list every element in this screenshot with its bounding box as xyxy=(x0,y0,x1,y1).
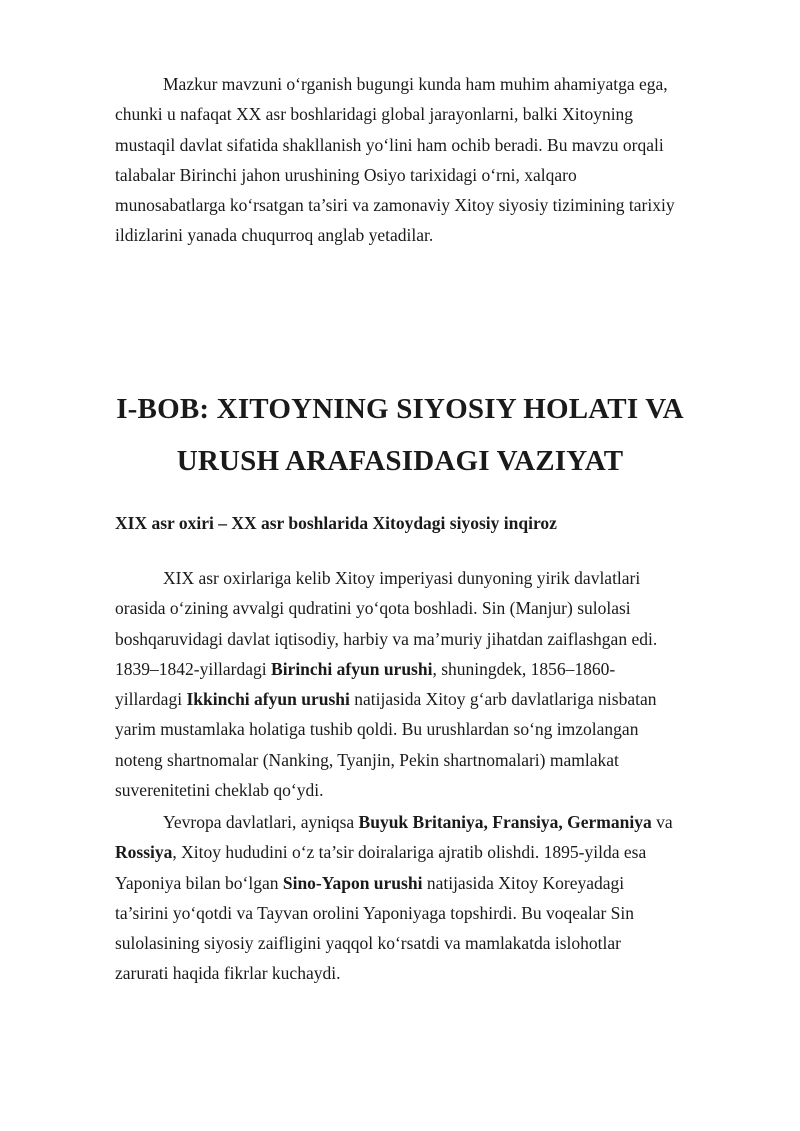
text-run: natijasida Xitoy Koreyadagi ta’sirini yo‘qotdi va Tayvan orolini Yaponiyaga topshirdi. Bu voqealar Sin sulolasining siyosiy zaifligini yaqqol ko‘rsatdi va mamlakatda islohotlar zarurati haqida fikrlar kuchaydi. xyxy=(115,872,635,984)
section-paragraph-1 xyxy=(115,563,675,805)
bold-term-russia: Rossiya xyxy=(115,842,173,863)
chapter-title xyxy=(60,383,740,487)
section-title: XIX asr oxiri – XX asr boshlarida Xitoydagi siyosiy inqiroz xyxy=(115,513,557,533)
text-run: Yevropa davlatlari, ayniqsa xyxy=(163,812,359,832)
text-run: XIX asr oxirlariga kelib Xitoy imperiyasi dunyoning yirik davlatlari orasida o‘zining avvalgi qudratini yo‘qota boshladi. Sin (Manjur) sulolasi boshqaruvidagi davlat iqtisodiy, harbiy va ma’muriy jihatdan zaiflashgan edi. 1839–1842-yillardagi xyxy=(115,568,658,679)
chapter-title-line-2: URUSH ARAFASIDAGI VAZIYAT xyxy=(176,445,624,477)
chapter-title-line-1: I-BOB: XITOYNING SIYOSIY HOLATI VA xyxy=(116,393,684,425)
text-run: va xyxy=(651,812,673,832)
text-run: natijasida Xitoy g‘arb davlatlariga nisbatan yarim mustamlaka holatiga tushib qoldi. Bu urushlardan so‘ng imzolangan noteng shartnomalar (Nanking, Tyanjin, Pekin shartnomalari) mamlakat suverenitetini cheklab qo‘ydi. xyxy=(115,689,657,801)
bold-term-first-opium-war: Birinchi afyun urushi xyxy=(271,658,433,679)
bold-term-sino-japanese-war: Sino-Yapon urushi xyxy=(282,872,423,893)
text-run: , shuningdek, 1856–1860-yillardagi xyxy=(115,658,616,710)
section-paragraph-2 xyxy=(115,807,675,989)
bold-term-second-opium-war: Ikkinchi afyun urushi xyxy=(186,689,350,710)
text-run: , Xitoy hududini o‘z ta’sir doiralariga ajratib olishdi. 1895-yilda esa Yaponiya bilan bo‘lgan xyxy=(115,842,647,893)
bold-term-european-powers: Buyuk Britaniya, Fransiya, Germaniya xyxy=(358,812,652,832)
intro-paragraph: Mazkur mavzuni o‘rganish bugungi kunda ham muhim ahamiyatga ega, chunki u nafaqat XX asr boshlaridagi global jarayonlarni, balki Xitoyning mustaqil davlat sifatida shakllanish yo‘lini ham ochib beradi. Bu mavzu orqali talabalar Birinchi jahon urushining Osiyo tarixidagi o‘rni, xalqaro munosabatlarga ko‘rsatgan ta’siri va zamonaviy Xitoy siyosiy tizimining tarixiy ildizlarini yanada chuqurroq anglab yetadilar. xyxy=(115,74,675,246)
